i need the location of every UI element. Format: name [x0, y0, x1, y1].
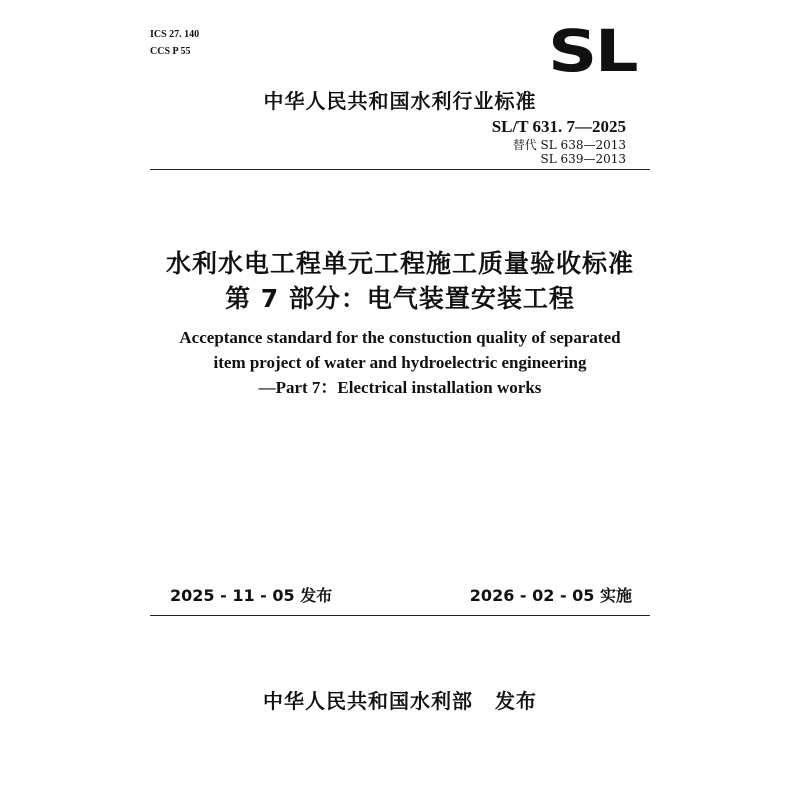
publisher-name: 中华人民共和国水利部 [263, 689, 473, 713]
title-en-line-2: item project of water and hydroelectric engineering [213, 353, 587, 372]
replaces-line-2: SL 639—2013 [540, 152, 626, 166]
publisher-line [100, 685, 700, 714]
implementation-date: 2026 - 02 - 05 实施 [469, 586, 632, 605]
title-en-line-3: —Part 7：Electrical installation works [258, 378, 542, 397]
industry-standard-heading: 中华人民共和国水利行业标准 [263, 89, 537, 113]
top-divider [150, 169, 650, 170]
title-zh-line-2: 第 7 部分：电气装置安装工程 [225, 284, 575, 313]
sl-logo: SL [548, 17, 637, 85]
replaces-line-1: 替代 SL 638—2013 [512, 138, 626, 152]
bottom-divider [150, 615, 650, 616]
classification-codes [150, 26, 199, 60]
ics-code: ICS 27. 140 [150, 29, 200, 40]
standard-number: SL/T 631. 7—2025 [491, 117, 626, 136]
ccs-code: CCS P 55 [150, 46, 191, 57]
issue-date: 2025 - 11 - 05 发布 [170, 586, 333, 605]
replaced-standards [513, 138, 626, 166]
title-en-line-1: Acceptance standard for the constuction quality of separated [179, 328, 621, 347]
publisher-action: 发布 [495, 689, 537, 713]
title-zh-line-1: 水利水电工程单元工程施工质量验收标准 [165, 249, 634, 278]
